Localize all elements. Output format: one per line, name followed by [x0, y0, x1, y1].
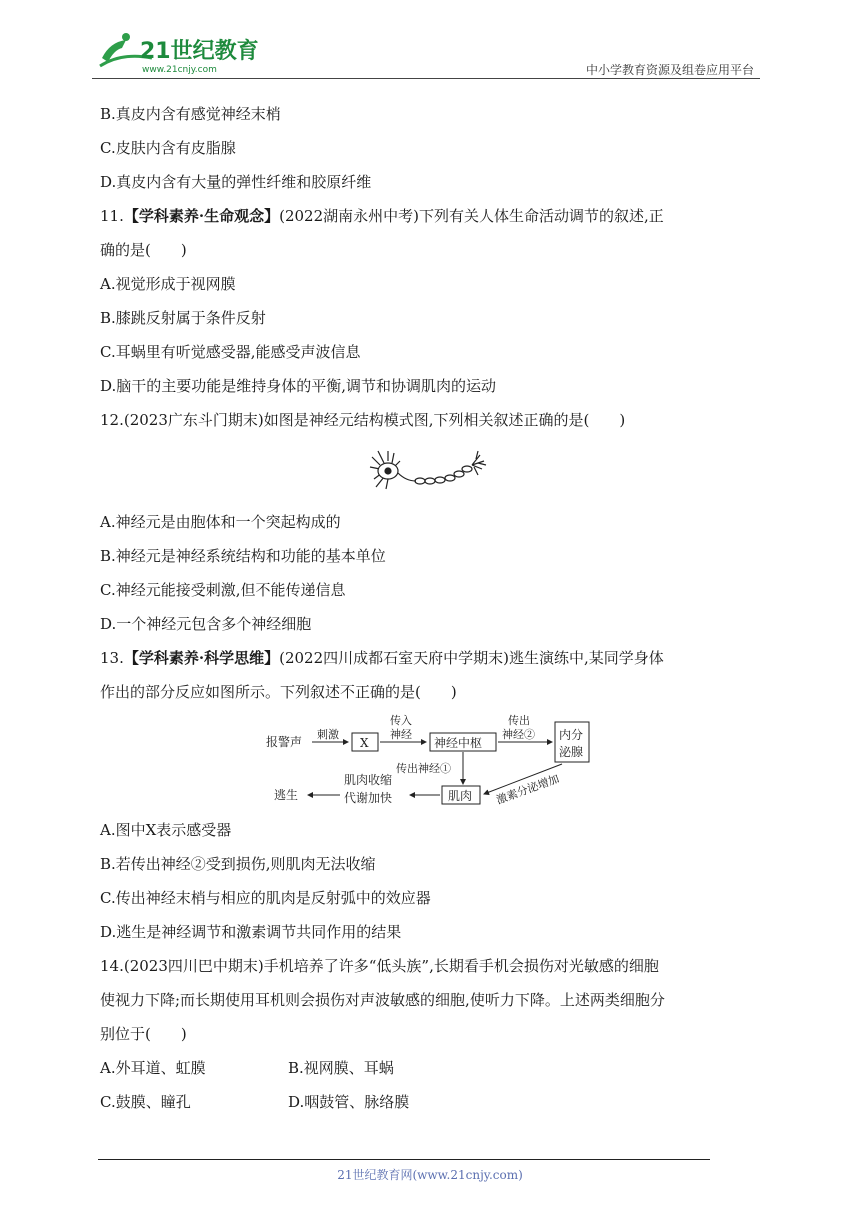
option-text: B.真皮内含有感觉神经末梢 — [100, 105, 281, 123]
effect-label-1: 肌肉收缩 — [344, 773, 393, 787]
question-text: (2022四川成都石室天府中学期末)逃生演练中,某同学身体 — [279, 649, 664, 667]
efferent2-label-1: 传出 — [508, 714, 530, 727]
platform-name: 中小学教育资源及组卷应用平台 — [585, 63, 754, 77]
logo-url: www.21cnjy.com — [142, 65, 217, 75]
option-b: B.膝跳反射属于条件反射 — [100, 309, 266, 327]
question-number: 13. — [100, 649, 124, 667]
efferent2-label-2: 神经② — [502, 728, 535, 741]
option-a: A.外耳道、虹膜 — [100, 1059, 206, 1077]
afferent-label-2: 神经 — [390, 728, 412, 741]
option-row — [100, 1092, 760, 1126]
site-logo — [92, 28, 272, 78]
option-c: C.耳蜗里有听觉感受器,能感受声波信息 — [100, 343, 361, 361]
effect-label-2: 代谢加快 — [344, 791, 393, 805]
center-label: 神经中枢 — [434, 736, 483, 750]
question-tag: 【学科素养·生命观念】 — [123, 207, 280, 225]
question-11-stem — [100, 206, 760, 240]
question-text: 别位于( ) — [100, 1025, 187, 1043]
option-text: D.真皮内含有大量的弹性纤维和胶原纤维 — [100, 173, 372, 191]
logo-text: 21世纪教育 — [140, 39, 259, 64]
option-a: A.视觉形成于视网膜 — [100, 275, 236, 293]
efferent1-label: 传出神经① — [396, 762, 451, 775]
question-text: 使视力下降;而长期使用耳机则会损伤对声波敏感的细胞,使听力下降。上述两类细胞分 — [100, 991, 665, 1009]
page-header — [92, 28, 760, 80]
option-c: C.神经元能接受刺激,但不能传递信息 — [100, 581, 346, 599]
option-d: D.一个神经元包含多个神经细胞 — [100, 615, 312, 633]
afferent-label-1: 传入 — [390, 714, 412, 727]
question-12-stem: 12.(2023广东斗门期末)如图是神经元结构模式图,下列相关叙述正确的是( ) — [100, 411, 626, 429]
gland-label-1: 内分 — [559, 728, 584, 742]
option-b: B.视网膜、耳蜗 — [288, 1059, 394, 1077]
alarm-label: 报警声 — [266, 735, 303, 749]
escape-label: 逃生 — [274, 788, 299, 802]
option-b: B.神经元是神经系统结构和功能的基本单位 — [100, 547, 386, 565]
reflex-diagram — [262, 712, 594, 808]
option-text: C.皮肤内含有皮脂腺 — [100, 139, 236, 157]
stimulus-label: 刺激 — [317, 728, 339, 741]
option-a: A.神经元是由胞体和一个突起构成的 — [100, 513, 341, 531]
question-list — [100, 104, 760, 1126]
question-13-stem — [100, 648, 760, 682]
gland-label-2: 泌腺 — [559, 745, 584, 759]
x-label: X — [360, 736, 369, 750]
option-d: D.咽鼓管、脉络膜 — [288, 1093, 410, 1111]
muscle-label: 肌肉 — [448, 789, 473, 803]
question-text: 作出的部分反应如图所示。下列叙述不正确的是( ) — [100, 683, 457, 701]
option-a: A.图中X表示感受器 — [100, 821, 232, 839]
question-tag: 【学科素养·科学思维】 — [123, 649, 280, 667]
question-text: (2022湖南永州中考)下列有关人体生命活动调节的叙述,正 — [279, 207, 664, 225]
question-14-stem: 14.(2023四川巴中期末)手机培养了许多“低头族”,长期看手机会损伤对光敏感的细胞 — [100, 957, 659, 975]
option-d: D.脑干的主要功能是维持身体的平衡,调节和协调肌肉的运动 — [100, 377, 497, 395]
header-divider — [92, 78, 760, 79]
question-number: 11. — [100, 207, 124, 225]
option-row — [100, 1058, 760, 1092]
footer-text: 21世纪教育网(www.21cnjy.com) — [337, 1168, 523, 1182]
option-d: D.逃生是神经调节和激素调节共同作用的结果 — [100, 923, 402, 941]
neuron-diagram — [366, 447, 490, 495]
footer-divider — [98, 1159, 710, 1160]
hormone-label: 激素分泌增加 — [494, 772, 562, 807]
option-b: B.若传出神经②受到损伤,则肌肉无法收缩 — [100, 855, 376, 873]
option-c: C.鼓膜、瞳孔 — [100, 1093, 191, 1111]
question-text: 确的是( ) — [100, 241, 187, 259]
option-c: C.传出神经末梢与相应的肌肉是反射弧中的效应器 — [100, 889, 431, 907]
